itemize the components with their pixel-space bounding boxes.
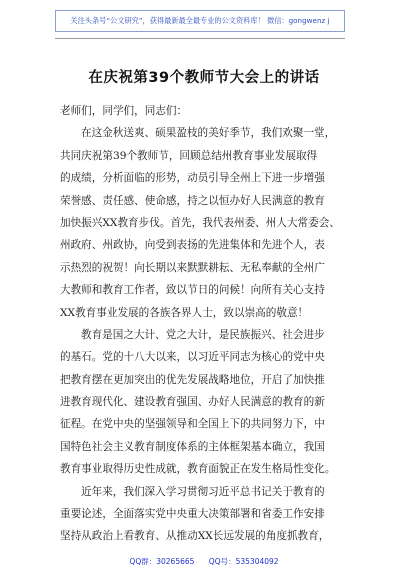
text-line: XX教育事业发展的各族各界人士，致以崇高的敬意！ [60, 306, 309, 319]
text-line: 征程。在党中央的坚强领导和全国上下的共同努力下，中 [60, 418, 325, 431]
text-line: 教育是国之大计、党之大计，是民族振兴、社会进步 [81, 328, 325, 341]
promo-banner: 关注头条号“公文研究”，获得最新最全最专业的公文资料库！ 微信：gongwenz j [55, 10, 345, 32]
qq-number: QQ号：535304092 [208, 557, 279, 566]
text-line: 的成绩，分析面临的形势，动员引导全州上下进一步增强 [60, 172, 325, 185]
speech-text [60, 122, 350, 547]
text-line: 在这金秋送爽、硕果盈枝的美好季节，我们欢聚一堂， [81, 127, 336, 140]
text-line: 进教育现代化、建设教育强国、办好人民满意的教育的新 [60, 396, 325, 409]
qq-group: QQ群：30265665 [129, 557, 195, 566]
document-body [60, 100, 350, 548]
contact-footer [0, 556, 408, 567]
text-line: 示热烈的祝贺！向长期以来默默耕耘、无私奉献的全州广 [60, 261, 325, 274]
text-line: 共同庆祝第39个教师节，回顾总结州教育事业发展取得 [60, 149, 318, 162]
text-line: 坚持从政治上看教育、从推动XX长远发展的角度抓教育， [60, 530, 330, 543]
text-line: 州政府、州政协，向受到表扬的先进集体和先进个人，表 [60, 239, 325, 252]
document-title: 在庆祝第39个教师节大会上的讲话 [88, 70, 320, 86]
text-line: 的基石。党的十八大以来，以习近平同志为核心的党中央 [60, 351, 325, 364]
text-line: 重要论述，全面落实党中央重大决策部署和省委工作安排 [60, 508, 325, 521]
text-line: 教育事业取得历史性成就，教育面貌正在发生格局性变化。 [60, 463, 336, 476]
text-line: 大教师和教育工作者，致以节日的问候！向所有关心支持 [60, 284, 325, 297]
text-line: 把教育摆在更加突出的优先发展战略地位，开启了加快推 [60, 373, 325, 386]
text-line: 国特色社会主义教育制度体系的主体框架基本确立，我国 [60, 440, 325, 453]
text-line: 加快振兴XX教育步伐。首先，我代表州委、州人大常委会、 [60, 216, 340, 229]
text-line: 近年来，我们深入学习贯彻习近平总书记关于教育的 [81, 485, 325, 498]
salutation: 老师们，同学们，同志们： [60, 105, 188, 117]
text-line: 荣誉感、责任感、使命感，持之以恒办好人民满意的教育 [60, 194, 325, 207]
header-divider [55, 38, 345, 39]
